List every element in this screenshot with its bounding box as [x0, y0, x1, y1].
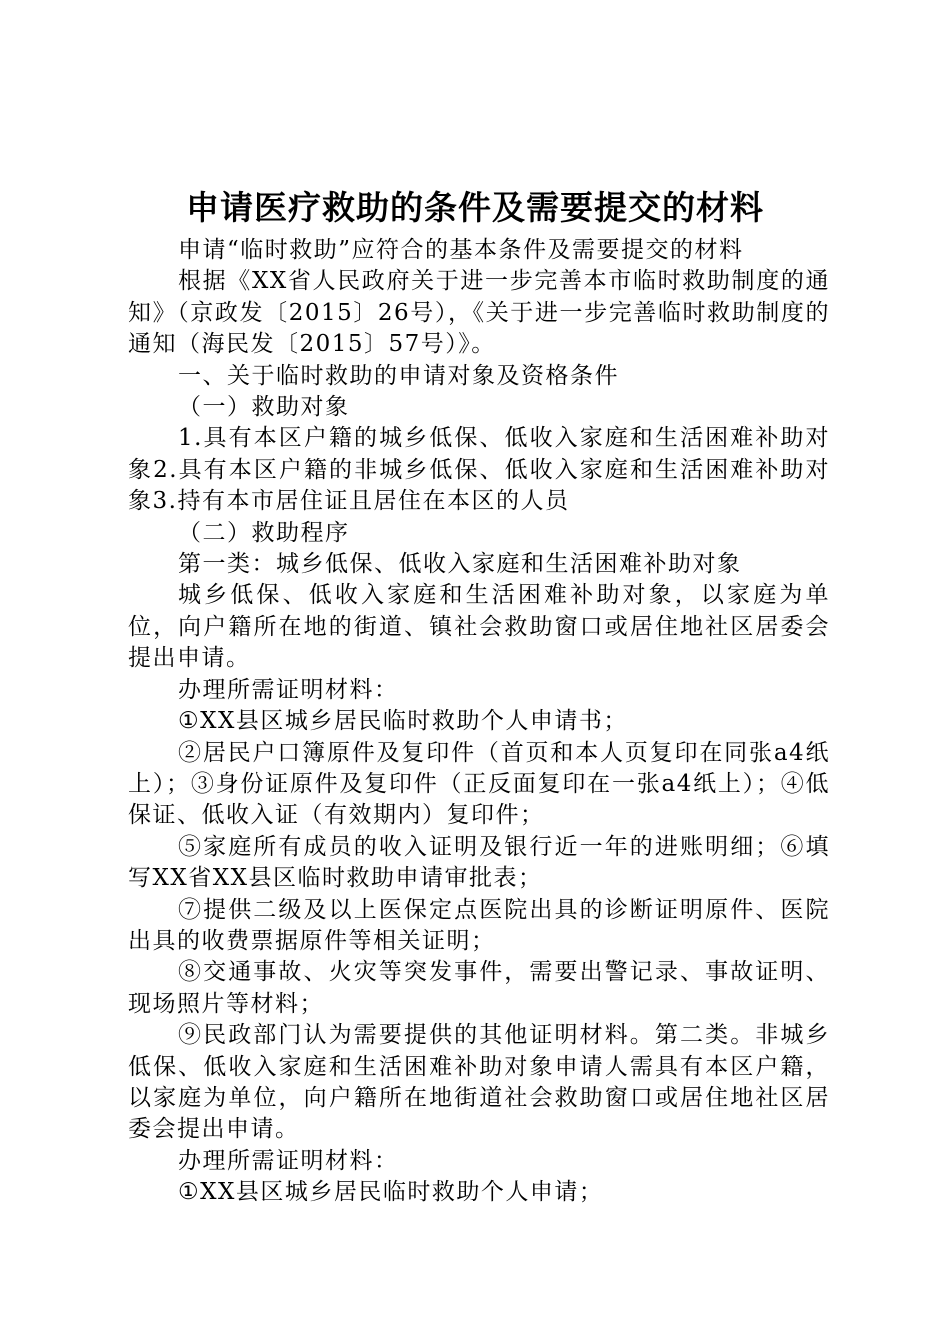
list-item: ⑧交通事故、火灾等突发事件，需要出警记录、事故证明、现场照片等材料；	[128, 959, 830, 1017]
list-item: ⑤家庭所有成员的收入证明及银行近一年的进账明细；⑥填写XX省XX县区临时救助申请审批表；	[128, 833, 830, 892]
list-item: ②居民户口簿原件及复印件（首页和本人页复印在同张a4纸上）；③身份证原件及复印件（正反面复印在一张a4纸上）；④低保证、低收入证（有效期内）复印件；	[128, 739, 830, 829]
document-title: 申请医疗救助的条件及需要提交的材料	[186, 188, 764, 227]
list-item: ⑨民政部门认为需要提供的其他证明材料。第二类。非城乡低保、低收入家庭和生活困难补助对象申请人需具有本区户籍，以家庭为单位，向户籍所在地街道社会救助窗口或居住地社区居委会提出申请。	[128, 1022, 830, 1143]
paragraph: 申请“临时救助”应符合的基本条件及需要提交的材料	[178, 237, 744, 263]
paragraph: 城乡低保、低收入家庭和生活困难补助对象，以家庭为单位，向户籍所在地的街道、镇社会救助窗口或居住地社区居委会提出申请。	[128, 582, 830, 672]
list-item: ⑦提供二级及以上医保定点医院出具的诊断证明原件、医院出具的收费票据原件等相关证明；	[128, 896, 830, 954]
paragraph: 办理所需证明材料：	[178, 1147, 399, 1174]
paragraph: 办理所需证明材料：	[178, 676, 399, 703]
document-body	[128, 235, 830, 1209]
section-heading: 一、关于临时救助的申请对象及资格条件	[178, 362, 619, 389]
list-item: ①XX县区城乡居民临时救助个人申请书；	[178, 708, 628, 735]
paragraph: 第一类：城乡低保、低收入家庭和生活困难补助对象	[178, 551, 742, 578]
subsection-heading: （二）救助程序	[178, 519, 350, 546]
paragraph: 1.具有本区户籍的城乡低保、低收入家庭和生活困难补助对象2.具有本区户籍的非城乡低保、低收入家庭和生活困难补助对象3.持有本市居住证且居住在本区的人员	[128, 425, 830, 515]
list-item: ①XX县区城乡居民临时救助个人申请；	[178, 1179, 604, 1206]
paragraph: 根据《XX省人民政府关于进一步完善本市临时救助制度的通知》（京政发〔2015〕26号），《关于进一步完善临时救助制度的通知（海民发〔2015〕57号）》。	[128, 268, 830, 358]
subsection-heading: （一）救助对象	[178, 394, 350, 421]
